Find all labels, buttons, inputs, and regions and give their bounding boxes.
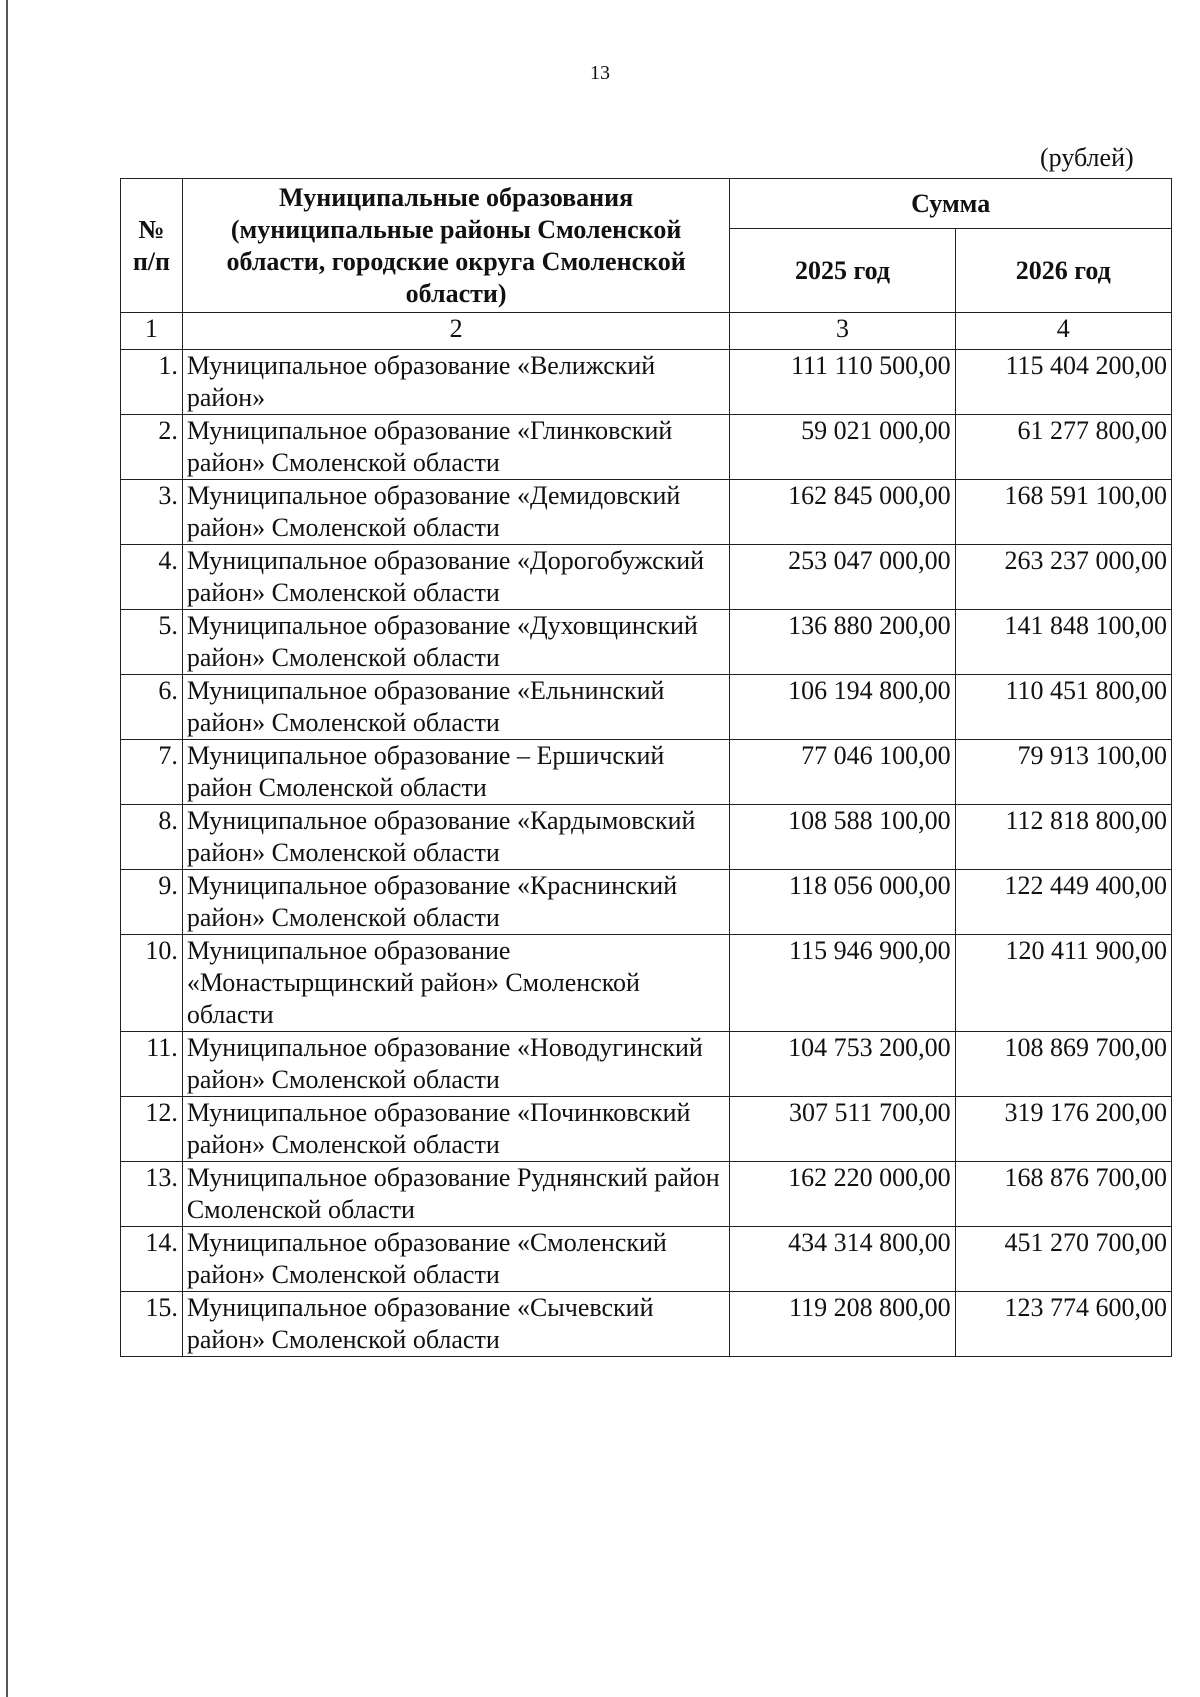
amount-2025: 162 845 000,00 <box>730 480 955 545</box>
table-row <box>121 1292 1172 1357</box>
row-number: 10. <box>121 935 183 1032</box>
amount-2025: 59 021 000,00 <box>730 415 955 480</box>
amount-2025: 115 946 900,00 <box>730 935 955 1032</box>
table-row <box>121 1032 1172 1097</box>
amount-2026: 110 451 800,00 <box>955 675 1171 740</box>
municipality-name: Муниципальное образование «Монастырщинский район» Смоленской области <box>182 935 730 1032</box>
table-row <box>121 480 1172 545</box>
amount-2025: 162 220 000,00 <box>730 1162 955 1227</box>
amount-2025: 104 753 200,00 <box>730 1032 955 1097</box>
header-row <box>121 179 1172 229</box>
row-number: 15. <box>121 1292 183 1357</box>
amount-2026: 263 237 000,00 <box>955 545 1171 610</box>
table-row <box>121 935 1172 1032</box>
municipality-name: Муниципальное образование «Демидовский район» Смоленской области <box>182 480 730 545</box>
table-row <box>121 545 1172 610</box>
amount-2025: 118 056 000,00 <box>730 870 955 935</box>
header-year-2025: 2025 год <box>730 229 955 313</box>
amount-2026: 115 404 200,00 <box>955 350 1171 415</box>
row-number: 9. <box>121 870 183 935</box>
amount-2025: 136 880 200,00 <box>730 610 955 675</box>
table-row <box>121 350 1172 415</box>
table-row <box>121 740 1172 805</box>
row-number: 4. <box>121 545 183 610</box>
amount-2025: 119 208 800,00 <box>730 1292 955 1357</box>
amount-2026: 168 591 100,00 <box>955 480 1171 545</box>
amount-2025: 253 047 000,00 <box>730 545 955 610</box>
row-number: 6. <box>121 675 183 740</box>
row-number: 12. <box>121 1097 183 1162</box>
header-number: № п/п <box>121 179 183 313</box>
page-edge-line <box>6 0 8 1697</box>
table-row <box>121 415 1172 480</box>
amount-2025: 77 046 100,00 <box>730 740 955 805</box>
amount-2025: 307 511 700,00 <box>730 1097 955 1162</box>
row-number: 2. <box>121 415 183 480</box>
municipality-name: Муниципальное образование «Дорогобужский район» Смоленской области <box>182 545 730 610</box>
header-year-2026: 2026 год <box>955 229 1171 313</box>
amount-2026: 79 913 100,00 <box>955 740 1171 805</box>
municipality-name: Муниципальное образование «Сычевский район» Смоленской области <box>182 1292 730 1357</box>
row-number: 8. <box>121 805 183 870</box>
amount-2026: 141 848 100,00 <box>955 610 1171 675</box>
municipality-name: Муниципальное образование «Кардымовский район» Смоленской области <box>182 805 730 870</box>
column-index: 1 <box>121 313 183 350</box>
municipality-name: Муниципальное образование «Велижский район» <box>182 350 730 415</box>
column-index: 2 <box>182 313 730 350</box>
column-index: 3 <box>730 313 955 350</box>
amount-2026: 168 876 700,00 <box>955 1162 1171 1227</box>
table-row <box>121 805 1172 870</box>
table-row <box>121 1227 1172 1292</box>
amount-2026: 120 411 900,00 <box>955 935 1171 1032</box>
row-number: 3. <box>121 480 183 545</box>
row-number: 7. <box>121 740 183 805</box>
municipality-name: Муниципальное образование – Ершичский район Смоленской области <box>182 740 730 805</box>
amount-2026: 108 869 700,00 <box>955 1032 1171 1097</box>
municipality-name: Муниципальное образование «Починковский район» Смоленской области <box>182 1097 730 1162</box>
municipality-name: Муниципальное образование «Духовщинский район» Смоленской области <box>182 610 730 675</box>
table-row <box>121 610 1172 675</box>
municipality-name: Муниципальное образование «Краснинский район» Смоленской области <box>182 870 730 935</box>
table-row <box>121 1162 1172 1227</box>
amount-2025: 111 110 500,00 <box>730 350 955 415</box>
amount-2026: 451 270 700,00 <box>955 1227 1171 1292</box>
row-number: 13. <box>121 1162 183 1227</box>
amount-2026: 123 774 600,00 <box>955 1292 1171 1357</box>
amount-2026: 61 277 800,00 <box>955 415 1171 480</box>
amount-2025: 108 588 100,00 <box>730 805 955 870</box>
municipality-name: Муниципальное образование «Ельнинский район» Смоленской области <box>182 675 730 740</box>
row-number: 5. <box>121 610 183 675</box>
budget-table <box>120 178 1172 1357</box>
table-row <box>121 675 1172 740</box>
municipality-name: Муниципальное образование «Новодугинский район» Смоленской области <box>182 1032 730 1097</box>
municipality-name: Муниципальное образование «Глинковский район» Смоленской области <box>182 415 730 480</box>
municipality-name: Муниципальное образование «Смоленский район» Смоленской области <box>182 1227 730 1292</box>
header-sum: Сумма <box>730 179 1172 229</box>
table-row <box>121 1097 1172 1162</box>
unit-label: (рублей) <box>1040 143 1134 172</box>
municipality-name: Муниципальное образование Руднянский район Смоленской области <box>182 1162 730 1227</box>
amount-2026: 122 449 400,00 <box>955 870 1171 935</box>
amount-2025: 434 314 800,00 <box>730 1227 955 1292</box>
amount-2025: 106 194 800,00 <box>730 675 955 740</box>
row-number: 1. <box>121 350 183 415</box>
header-municipality: Муниципальные образования (муниципальные районы Смоленской области, городские округа Смоленской области) <box>182 179 730 313</box>
amount-2026: 112 818 800,00 <box>955 805 1171 870</box>
row-number: 11. <box>121 1032 183 1097</box>
table-row <box>121 870 1172 935</box>
page-number: 13 <box>590 62 610 84</box>
column-index: 4 <box>955 313 1171 350</box>
column-index-row <box>121 313 1172 350</box>
row-number: 14. <box>121 1227 183 1292</box>
amount-2026: 319 176 200,00 <box>955 1097 1171 1162</box>
